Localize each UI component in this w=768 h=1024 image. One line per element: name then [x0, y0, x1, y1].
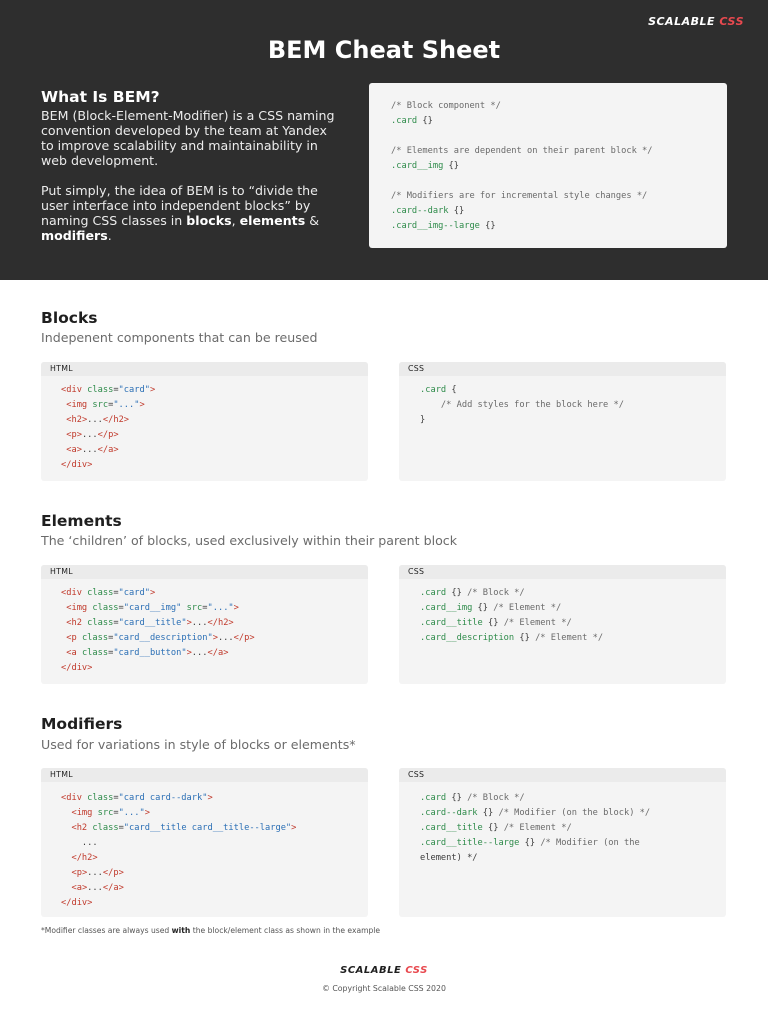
code-line: <div class="card">	[61, 588, 156, 598]
panel-label: CSS	[399, 565, 726, 579]
code-line: <div class="card card--dark">	[61, 793, 213, 803]
code-line: element) */	[420, 853, 478, 863]
code-line: </div>	[61, 460, 93, 470]
intro-paragraph: BEM (Block-Element-Modifier) is a CSS naming convention developed by the team at Yandex to improve scalability and maintainability in web development.	[41, 108, 335, 168]
panel-label: CSS	[399, 768, 726, 782]
modifiers-css-panel	[399, 768, 726, 917]
code-line: .card__title--large {} /* Modifier (on the	[420, 838, 640, 848]
code-line: <h2 class="card__title card__title--large">	[71, 823, 297, 833]
code-line: <a>...</a>	[66, 445, 119, 455]
code-line: <img src="...">	[66, 400, 145, 410]
blocks-css-code	[399, 376, 726, 428]
elements-subtitle: The ‘children’ of blocks, used exclusively within their parent block	[41, 533, 458, 548]
code-line: <p>...</p>	[66, 430, 119, 440]
panel-label: HTML	[41, 565, 368, 579]
code-line: /* Add styles for the block here */	[440, 400, 624, 410]
code-line: <p class="card__description">...</p>	[66, 633, 255, 643]
elements-css-code	[399, 579, 726, 646]
code-line: <p>...</p>	[71, 868, 124, 878]
elements-heading: Elements	[41, 512, 122, 530]
panel-label: HTML	[41, 768, 368, 782]
brand-logo-bottom: SCALABLE CSS	[340, 965, 428, 976]
modifiers-css-code	[399, 782, 726, 866]
code-line: .card__title {} /* Element */	[420, 618, 572, 628]
elements-html-code	[41, 579, 368, 676]
modifier-footnote: *Modifier classes are always used with the block/element class as shown in the example	[41, 926, 381, 935]
code-line	[391, 129, 727, 144]
modifiers-html-panel	[41, 768, 368, 917]
code-line: /* Block component */	[391, 101, 501, 111]
code-line: .card__img {}	[391, 161, 460, 171]
code-line: .card__img {} /* Element */	[420, 603, 562, 613]
what-is-bem-heading: What Is BEM?	[41, 88, 160, 106]
page-title: BEM Cheat Sheet	[267, 36, 501, 64]
code-line: /* Elements are dependent on their parent block */	[391, 146, 653, 156]
elements-css-panel	[399, 565, 726, 684]
code-line: ...	[61, 838, 98, 848]
code-line: .card__img--large {}	[391, 221, 496, 231]
code-line	[391, 174, 727, 189]
code-line: <h2 class="card__title">...</h2>	[66, 618, 234, 628]
code-line: <a>...</a>	[71, 883, 124, 893]
hero-banner	[0, 0, 768, 280]
code-line: .card--dark {}	[391, 206, 465, 216]
blocks-css-panel	[399, 362, 726, 481]
code-line: .card {	[420, 385, 457, 395]
code-line: .card {}	[391, 116, 433, 126]
code-line: </h2>	[71, 853, 98, 863]
code-line: <img class="card__img" src="...">	[66, 603, 239, 613]
code-line: .card--dark {} /* Modifier (on the block) */	[420, 808, 651, 818]
code-line: .card {} /* Block */	[420, 588, 525, 598]
blocks-html-panel	[41, 362, 368, 481]
copyright-notice: © Copyright Scalable CSS 2020	[322, 984, 446, 993]
code-line: .card__title {} /* Element */	[420, 823, 572, 833]
what-is-bem-text	[41, 108, 341, 258]
code-line: /* Modifiers are for incremental style changes */	[391, 191, 648, 201]
brand-logo-top: SCALABLE CSS	[648, 15, 744, 28]
code-line: }	[420, 415, 426, 425]
code-line: .card {} /* Block */	[420, 793, 525, 803]
blocks-heading: Blocks	[41, 309, 98, 327]
elements-html-panel	[41, 565, 368, 684]
panel-label: HTML	[41, 362, 368, 376]
code-line: </div>	[61, 663, 93, 673]
code-line: <a class="card__button">...</a>	[66, 648, 229, 658]
blocks-html-code	[41, 376, 368, 473]
summary-paragraph: Put simply, the idea of BEM is to “divide the user interface into independent blocks” by naming CSS classes in blocks, elements & modifiers.	[41, 183, 320, 243]
code-line: <img src="...">	[71, 808, 150, 818]
panel-label: CSS	[399, 362, 726, 376]
code-line: .card__description {} /* Element */	[420, 633, 604, 643]
blocks-subtitle: Indepenent components that can be reused	[41, 330, 318, 345]
modifiers-html-code	[41, 782, 368, 911]
modifiers-subtitle: Used for variations in style of blocks or elements*	[41, 737, 356, 752]
code-line: </div>	[61, 898, 93, 908]
hero-code-sample	[369, 83, 727, 248]
code-line: <h2>...</h2>	[66, 415, 130, 425]
code-line: <div class="card">	[61, 385, 156, 395]
modifiers-heading: Modifiers	[41, 715, 123, 733]
